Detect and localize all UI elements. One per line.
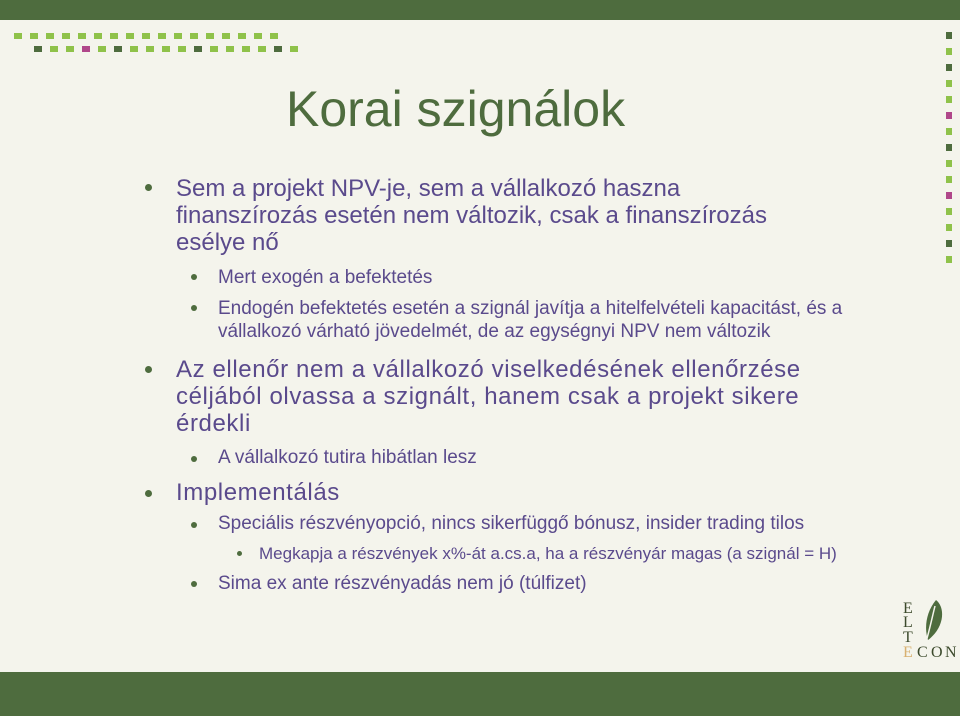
bullet-item — [176, 175, 767, 256]
slide-title: Korai szignálok — [286, 81, 626, 137]
decorative-square — [946, 192, 952, 199]
logo-letter: C — [917, 644, 929, 661]
bullet-line: Endogén befektetés esetén a szignál javítja a hitelfelvételi kapacitást, és a — [218, 298, 843, 319]
decorative-square — [946, 48, 952, 55]
decorative-square — [190, 33, 198, 39]
decorative-square — [222, 33, 230, 39]
bullet-line: Implementálás — [176, 479, 340, 506]
bullet-line: finanszírozás esetén nem változik, csak a finanszírozás — [176, 202, 767, 229]
bullet-item — [218, 266, 432, 289]
decorative-square — [238, 33, 246, 39]
bullet-dot — [237, 551, 242, 556]
decorative-square — [946, 112, 952, 119]
decorative-square — [98, 46, 106, 52]
bullet-line: Sima ex ante részvényadás nem jó (túlfizet) — [218, 573, 587, 594]
decorative-square — [258, 46, 266, 52]
bullet-dot — [145, 366, 152, 373]
decorative-square — [78, 33, 86, 39]
decorative-square — [126, 33, 134, 39]
bullet-dot — [191, 274, 197, 280]
elte-econ-logo — [902, 600, 958, 664]
bullet-item — [259, 543, 837, 565]
bullet-item — [218, 512, 804, 535]
decorative-square — [946, 256, 952, 263]
decorative-square — [30, 33, 38, 39]
decorative-square — [146, 46, 154, 52]
bullet-line: Mert exogén a befektetés — [218, 267, 433, 288]
bullet-line: Az ellenőr nem a vállalkozó viselkedésének ellenőrzése — [176, 356, 801, 383]
decorative-square — [110, 33, 118, 39]
decorative-square — [946, 144, 952, 151]
decorative-square — [946, 176, 952, 183]
decorative-square — [66, 46, 74, 52]
logo-letter: E — [903, 644, 914, 661]
bullet-dot — [191, 305, 197, 311]
decorative-square — [62, 33, 70, 39]
decorative-square — [94, 33, 102, 39]
bullet-item — [218, 572, 587, 595]
decorative-square — [194, 46, 202, 52]
bullet-line: céljából olvassa a szignált, hanem csak a projekt sikere — [176, 383, 800, 410]
bullet-line: Megkapja a részvények x%-át a.cs.a, ha a részvényár magas (a szignál = H) — [259, 544, 837, 563]
decorative-square — [226, 46, 234, 52]
decorative-square — [158, 33, 166, 39]
logo-letter: N — [945, 644, 958, 661]
bullet-line: Sem a projekt NPV-je, sem a vállalkozó haszna — [176, 175, 681, 202]
decorative-square — [254, 33, 262, 39]
decorative-square — [174, 33, 182, 39]
logo-letter: T — [903, 629, 914, 646]
bullet-dot — [145, 490, 152, 497]
bullet-dot — [145, 184, 152, 191]
bullet-item — [218, 446, 477, 469]
logo-letter: O — [931, 644, 944, 661]
decorative-square — [162, 46, 170, 52]
decorative-square — [946, 128, 952, 135]
decorative-square — [946, 224, 952, 231]
decorative-square — [270, 33, 278, 39]
decorative-square — [178, 46, 186, 52]
bullet-item — [218, 297, 842, 343]
bullet-line: vállalkozó várható jövedelmét, de az egységnyi NPV nem változik — [218, 321, 771, 342]
decorative-square — [206, 33, 214, 39]
decorative-square — [82, 46, 90, 52]
decorative-square — [142, 33, 150, 39]
decorative-square — [130, 46, 138, 52]
bullet-line: esélye nő — [176, 229, 279, 256]
decorative-square — [46, 33, 54, 39]
bullet-line: érdekli — [176, 410, 251, 437]
decorative-square — [290, 46, 298, 52]
decorative-square — [946, 80, 952, 87]
decorative-square — [946, 96, 952, 103]
logo-letter: E — [903, 600, 914, 617]
bullet-item — [176, 356, 801, 437]
top-bar — [0, 0, 960, 20]
bullet-line: A vállalkozó tutira hibátlan lesz — [218, 447, 477, 468]
decorative-square — [114, 46, 122, 52]
decorative-square — [946, 208, 952, 215]
decorative-square — [946, 64, 952, 71]
bottom-bar — [0, 672, 960, 716]
decorative-square — [946, 160, 952, 167]
logo-letter: L — [903, 614, 914, 631]
bullet-dot — [191, 581, 197, 587]
leaf-icon — [920, 598, 946, 644]
decorative-square — [14, 33, 22, 39]
decorative-square — [50, 46, 58, 52]
bullet-item — [176, 479, 340, 506]
decorative-square — [210, 46, 218, 52]
bullet-dot — [191, 522, 197, 528]
decorative-square — [34, 46, 42, 52]
decorative-square — [946, 240, 952, 247]
decorative-square — [274, 46, 282, 52]
decorative-square — [946, 32, 952, 39]
decorative-square — [242, 46, 250, 52]
bullet-line: Speciális részvényopció, nincs sikerfüggő bónusz, insider trading tilos — [218, 513, 805, 534]
bullet-dot — [191, 456, 197, 462]
